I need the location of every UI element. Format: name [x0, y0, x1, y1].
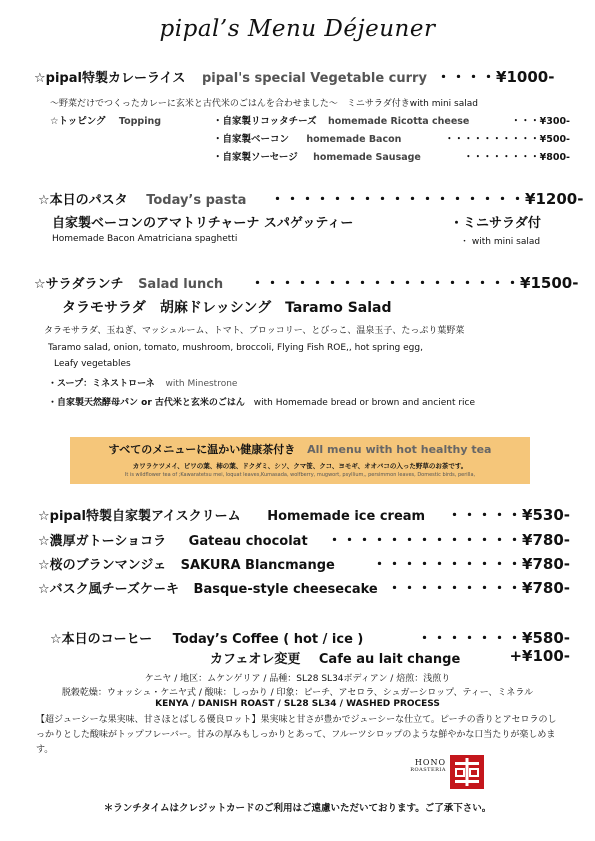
salad-ingredients-en: Taramo salad, onion, tomato, mushroom, broccoli, Flying Fish ROE,, hot spring egg, — [48, 343, 423, 353]
curry-heading-en: pipal's special Vegetable curry — [201, 71, 427, 86]
salad-ingredients-en2: Leafy vegetables — [54, 359, 131, 369]
topping-ricotta — [213, 113, 469, 127]
dessert-price-line — [420, 504, 570, 525]
topping-name-en: homemade Sausage — [313, 152, 421, 163]
curry-heading-jp: ☆pipal特製カレーライス — [34, 71, 186, 86]
cafe-au-lait-line — [210, 648, 460, 667]
dessert-name: ☆濃厚ガトーショコラ — [38, 534, 167, 549]
salad-bread-en: with Homemade bread or brown and ancient rice — [253, 398, 476, 408]
coffee-heading — [50, 628, 363, 647]
dessert-price: ¥780- — [522, 579, 570, 597]
dessert-name: ☆バスク風チーズケーキ — [38, 582, 180, 597]
topping-name-en: homemade Bacon — [306, 134, 402, 145]
pasta-salad: ・ミニサラダ付 — [450, 216, 541, 231]
coffee-heading-en: Today’s Coffee ( hot / ice ) — [172, 632, 364, 647]
credit-card-notice: ＊ランチタイムはクレジットカードのご利用はご遠慮いただいております。ご了承下さい。 — [103, 803, 492, 814]
curry-dots: ・・・・ — [436, 68, 497, 86]
topping-dots: ・・・ — [511, 116, 540, 127]
topping-dots: ・・・・・・・・ — [463, 152, 540, 163]
topping-label-jp: ☆トッピング — [50, 116, 106, 127]
topping-name: ・自家製リコッタチーズ — [213, 116, 317, 127]
dessert-row — [38, 578, 378, 597]
roaster-sub: ROASTERIA — [410, 767, 446, 773]
topping-price: ¥500- — [539, 134, 570, 145]
coffee-price: ¥580- — [522, 629, 570, 647]
pasta-price: ¥1200- — [525, 190, 584, 208]
topping-sausage-price-line — [440, 149, 570, 163]
topping-label — [50, 113, 161, 127]
topping-name: ・自家製ベーコン — [213, 134, 290, 145]
topping-ricotta-price-line — [470, 113, 570, 127]
curry-heading — [34, 67, 427, 86]
cafe-au-lait-en: Cafe au lait change — [318, 652, 461, 667]
pasta-dots: ・・・・・・・・・・・・・・・・・ — [270, 190, 526, 208]
curry-price: ¥1000- — [496, 68, 555, 86]
dessert-dots: ・・・・・・・・・・ — [372, 555, 523, 573]
roaster-logo-text — [396, 758, 446, 773]
roaster-name: HONO — [414, 758, 446, 767]
pasta-heading-jp: ☆本日のパスタ — [38, 193, 128, 208]
salad-soup-jp: ・スープ：ミネストローネ — [48, 379, 155, 389]
topping-price: ¥800- — [539, 152, 570, 163]
topping-sausage — [213, 149, 421, 163]
dessert-name: ☆pipal特製自家製アイスクリーム — [38, 509, 241, 524]
topping-bacon — [213, 131, 401, 145]
coffee-price-line — [400, 627, 570, 648]
cafe-au-lait-price: +¥100- — [509, 647, 570, 665]
coffee-dots: ・・・・・・・ — [417, 629, 523, 647]
dessert-name-en: SAKURA Blancmange — [180, 558, 335, 573]
dessert-dots: ・・・・・・・・・ — [387, 579, 523, 597]
cafe-au-lait-jp: カフェオレ変更 — [210, 652, 301, 667]
salad-price-line — [250, 272, 579, 293]
salad-price: ¥1500- — [520, 274, 579, 292]
dessert-name-en: Basque-style cheesecake — [193, 582, 378, 597]
banner-main-en: All menu with hot healthy tea — [307, 443, 492, 456]
healthy-tea-banner — [70, 437, 530, 484]
coffee-note: 【超ジューシーな果実味、甘さほとばしる優良ロット】果実味と甘さが豊かでジューシーな仕立て。ピーチの香りとアセロラのしっかりとした酸味がトップフレーバー。甘みの厚みもしっかりとあって、フルーツシロップのような鮮やかな口当たりが楽しめます。 — [36, 715, 557, 755]
menu-title: pipal’s Menu Déjeuner — [159, 16, 436, 42]
banner-main — [70, 441, 530, 457]
dessert-name: ☆桜のブランマンジェ — [38, 558, 167, 573]
salad-heading — [34, 273, 223, 292]
dessert-row — [38, 530, 308, 549]
coffee-heading-jp: ☆本日のコーヒー — [50, 632, 153, 647]
pasta-heading-en: Today’s pasta — [146, 193, 247, 208]
topping-dots: ・・・・・・・・・・ — [444, 134, 540, 145]
salad-soup — [48, 376, 237, 389]
salad-ingredients-jp: タラモサラダ、玉ねぎ、マッシュルーム、トマト、ブロッコリー、とびっこ、温泉玉子、たっぷり葉野菜 — [44, 326, 465, 336]
topping-price: ¥300- — [539, 116, 570, 127]
salad-dots: ・・・・・・・・・・・・・・・・・・ — [250, 274, 521, 292]
pasta-salad-en: ・ with mini salad — [460, 237, 541, 247]
coffee-origin-3: KENYA / DANISH ROAST / SL28 SL34 / WASHED PROCESS — [155, 699, 440, 709]
salad-heading-en: Salad lunch — [138, 277, 224, 292]
pasta-price-line — [270, 188, 584, 209]
curry-description: 〜野菜だけでつくったカレーに玄米と古代米のごはんを合わせました〜 ミニサラダ付きwith mini salad — [50, 99, 478, 109]
topping-name: ・自家製ソーセージ — [213, 152, 298, 163]
dessert-dots: ・・・・・・・・・・・・・ — [327, 531, 523, 549]
coffee-origin-1: ケニヤ / 地区：ムケンゲリア / 品種：SL28 SL34ボディアン / 焙煎：浅煎り — [144, 674, 451, 684]
roaster-logo-icon — [450, 755, 484, 789]
salad-soup-en: with Minestrone — [165, 379, 238, 389]
dessert-price: ¥780- — [522, 531, 570, 549]
pasta-dish: 自家製ベーコンのアマトリチャーナ スパゲッティー — [52, 216, 354, 231]
dessert-name-en: Homemade ice cream — [267, 509, 426, 524]
banner-main-jp: すべてのメニューに温かい健康茶付き — [108, 443, 296, 456]
dessert-dots: ・・・・・ — [447, 506, 523, 524]
banner-sub-en: It is wildflower tea of ;Kawaratetsu mei, loquat leaves,Kumasada, wolfberry, mugwort, psyllium,, persimmon leaves, Domestic birds, perilla, — [124, 472, 476, 478]
topping-bacon-price-line — [420, 131, 570, 145]
salad-bread — [48, 395, 475, 408]
dessert-row — [38, 554, 335, 573]
dessert-price-line — [380, 577, 570, 598]
dessert-price: ¥780- — [522, 555, 570, 573]
dessert-price: ¥530- — [522, 506, 570, 524]
topping-label-en: Topping — [118, 116, 162, 127]
dessert-price-line — [320, 529, 570, 550]
topping-name-en: homemade Ricotta cheese — [327, 116, 470, 127]
dessert-name-en: Gateau chocolat — [188, 534, 308, 549]
salad-dish: タラモサラダ 胡麻ドレッシング Taramo Salad — [62, 300, 392, 316]
salad-bread-jp: ・自家製天然酵母パン or 古代米と玄米のごはん — [48, 398, 245, 408]
pasta-dish-en: Homemade Bacon Amatriciana spaghetti — [52, 234, 238, 244]
salad-heading-jp: ☆サラダランチ — [34, 277, 124, 292]
coffee-origin-2: 脱穀乾燥：ウォッシュ・ケニヤ式 / 酸味：しっかり / 印象：ピーチ、アセロラ、シュガーシロップ、ティー、ミネラル — [61, 688, 534, 698]
banner-sub: カワラケツメイ、ビワの葉、柿の葉、ドクダミ、シソ、クマ笹、クコ、ヨモギ、オオバコの入った野草のお茶です。 — [132, 462, 468, 470]
dessert-row — [38, 505, 425, 524]
dessert-price-line — [360, 553, 570, 574]
pasta-heading — [38, 189, 246, 208]
curry-price-line — [436, 66, 554, 87]
